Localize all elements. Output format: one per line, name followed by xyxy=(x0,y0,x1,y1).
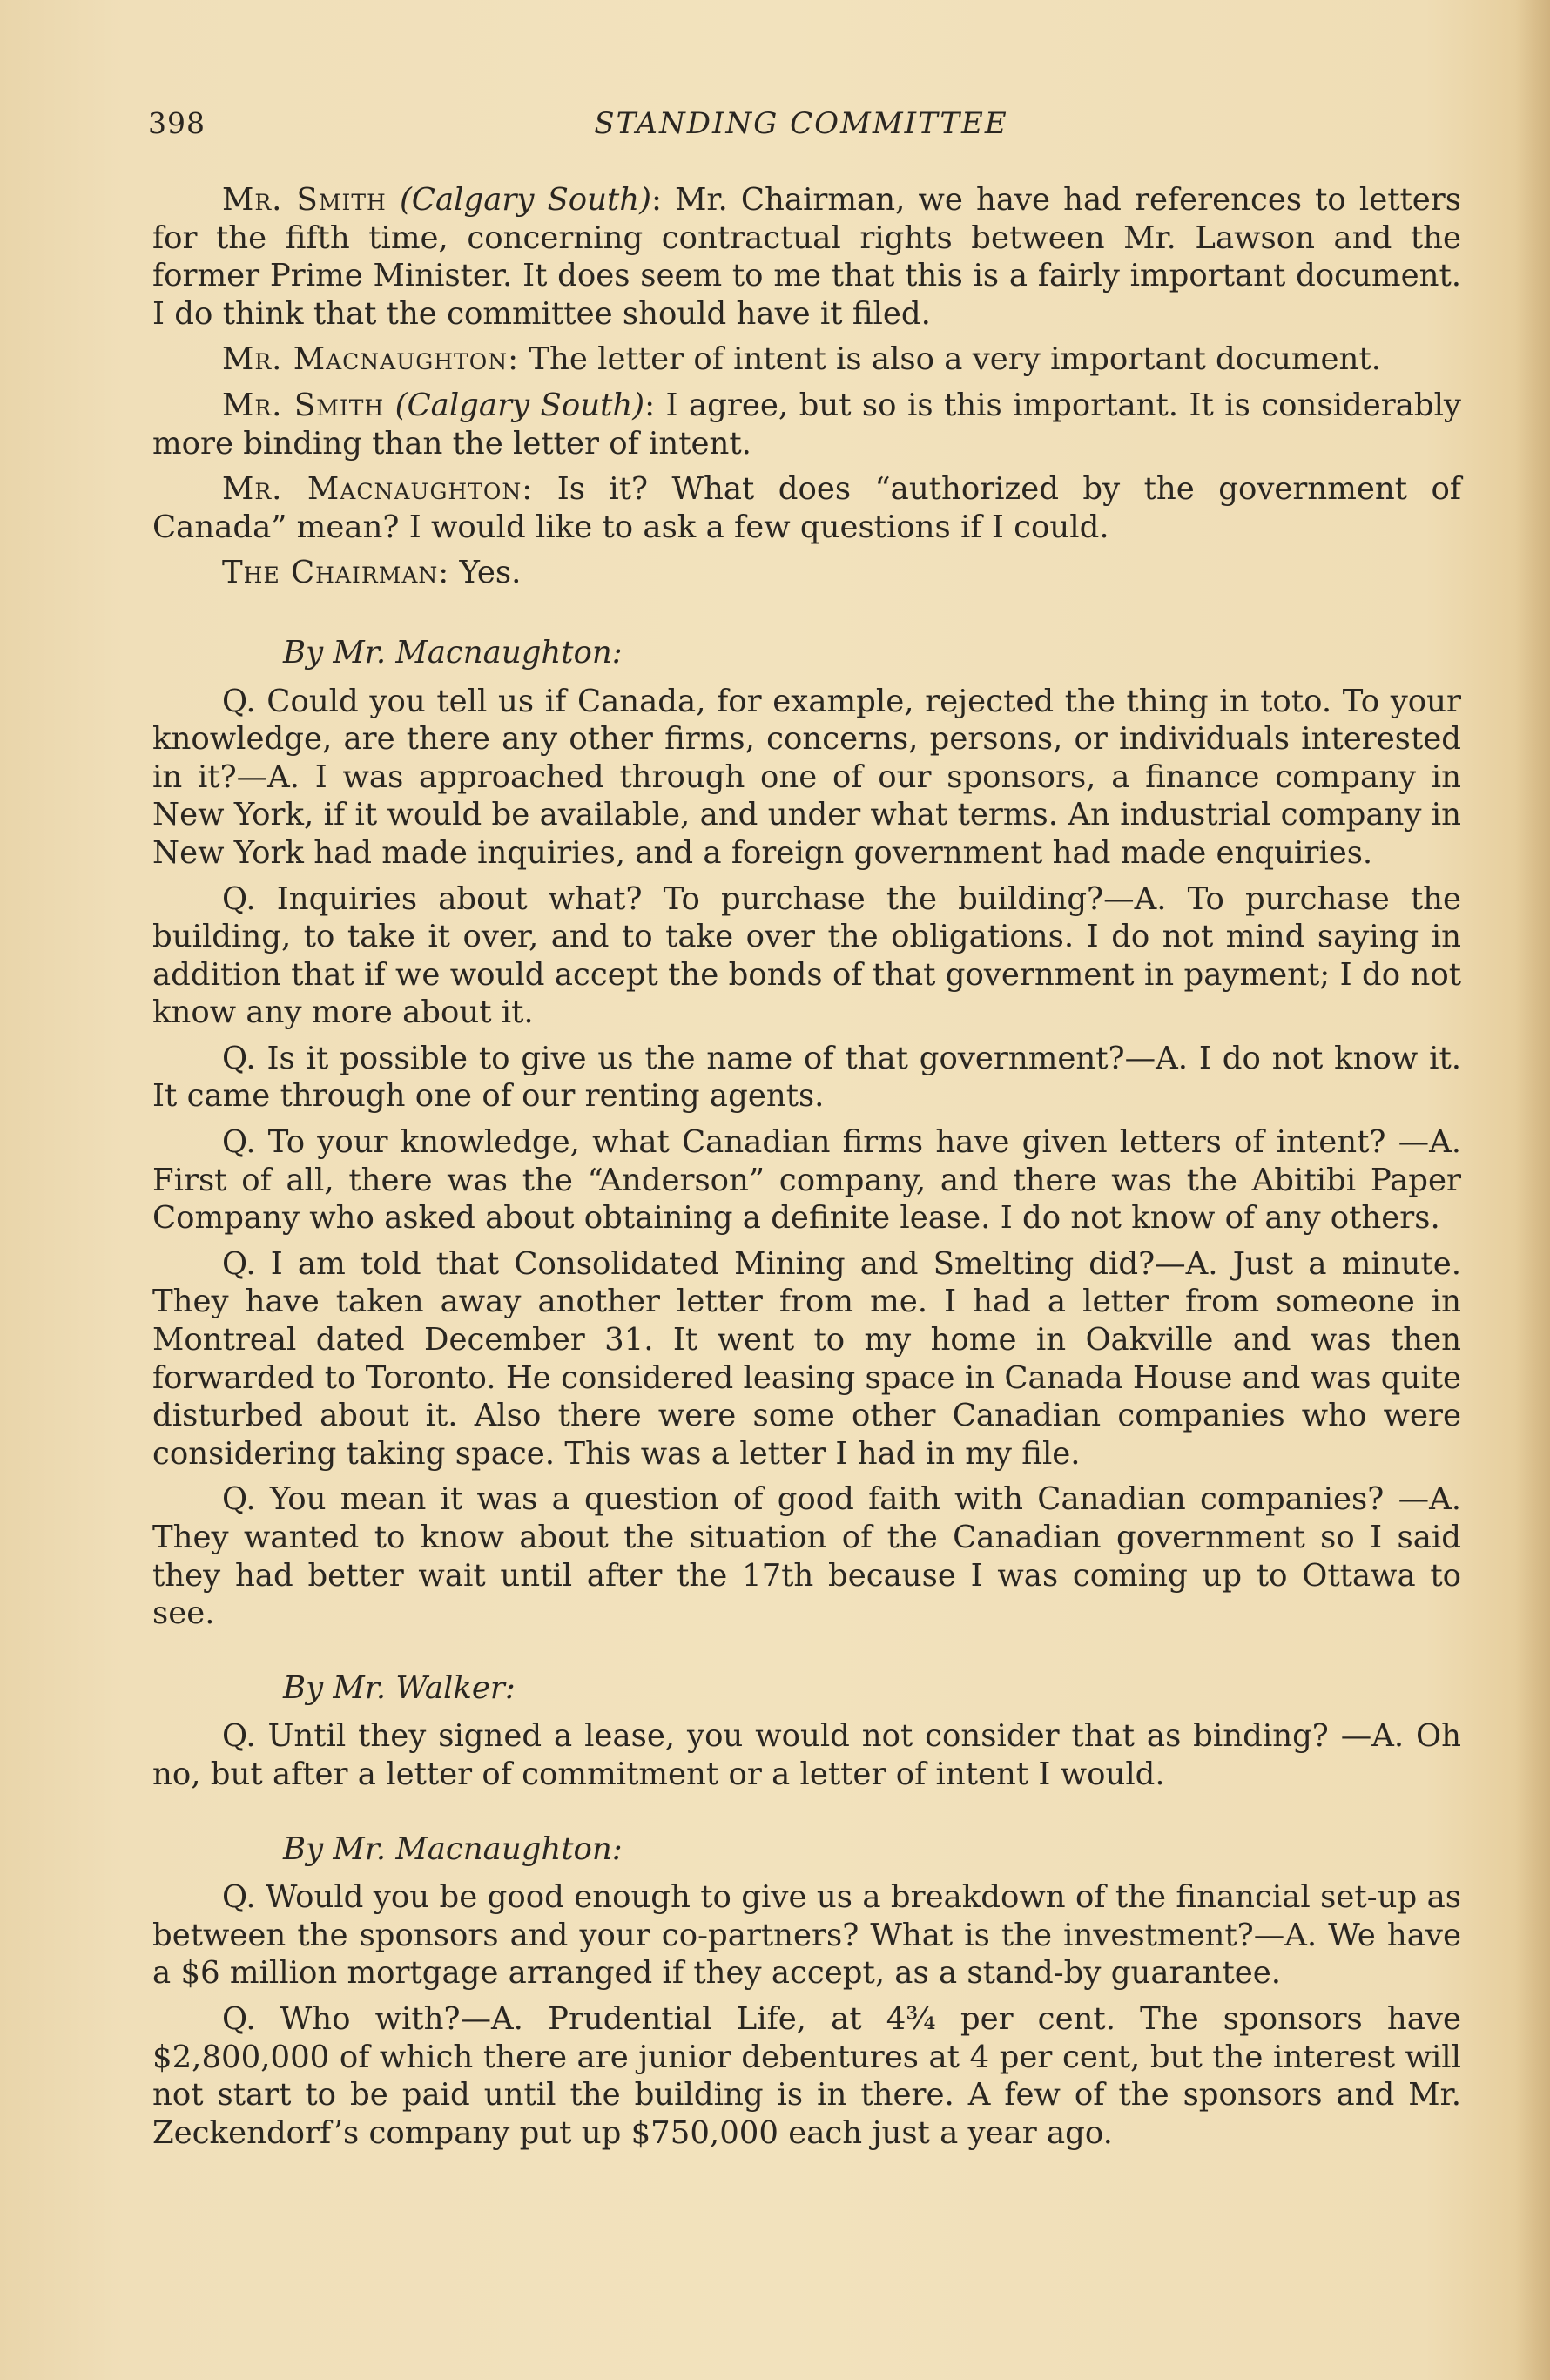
speaker-entry xyxy=(152,340,1461,379)
qa-paragraph: Q. Until they signed a lease, you would not consider that as binding? —A. Oh no, but after a letter of commitment or a letter of intent I would. xyxy=(152,1718,1461,1792)
speaker-qualifier: (Calgary South) xyxy=(394,387,645,423)
qa-paragraph: Q. Is it possible to give us the name of that government?—A. I do not know it. It came through one of our renting agents. xyxy=(152,1040,1461,1115)
qa-paragraph: Q. Would you be good enough to give us a breakdown of the financial set-up as between the sponsors and your co-partners? What is the investment?—A. We have a $6 million mortgage arranged if they accept, as a stand-by guarantee. xyxy=(152,1879,1461,1992)
speech-text: : Mr. Chairman, we have had references to letters for the fifth time, concerning contractual rights between Mr. Lawson and the former Prime Minister. It does seem to me that this is a fairly important document. I do think that the committee should have it filed. xyxy=(152,182,1461,332)
speaker-name: Mr. Macnaughton: xyxy=(222,341,520,378)
qa-paragraph: Q. You mean it was a question of good faith with Canadian companies? —A. They wanted to know about the situation of the Canadian government so I said they had better wait until after the 17th because I was coming up to Ottawa to see. xyxy=(152,1481,1461,1632)
qa-paragraph: Q. Who with?—A. Prudential Life, at 4¾ per cent. The sponsors have $2,800,000 of which there are junior debentures at 4 per cent, but the interest will not start to be paid until the building is in there. A few of the sponsors and Mr. Zeckendorf’s company put up $750,000 each just a year ago. xyxy=(152,2000,1461,2151)
speaker-name: Mr. Macnaughton: xyxy=(222,471,534,508)
speech-text: Yes. xyxy=(449,555,522,591)
speech-text: Is it? What does “authorized by the government of Canada” mean? I would like to ask a few questions if I could. xyxy=(152,471,1461,545)
examiner-heading: By Mr. Macnaughton: xyxy=(283,1831,623,1867)
examiner-heading: By Mr. Walker: xyxy=(283,1669,516,1706)
speaker-entry xyxy=(152,470,1461,546)
speech-text: The letter of intent is also a very important document. xyxy=(519,341,1381,378)
speaker-entry xyxy=(152,181,1461,333)
speaker-name: The Chairman: xyxy=(222,555,450,591)
examiner-heading: By Mr. Macnaughton: xyxy=(283,634,623,671)
running-head xyxy=(148,106,1454,150)
speaker-entry xyxy=(152,554,1461,592)
speaker-entry xyxy=(152,387,1461,462)
speaker-name: Mr. Smith xyxy=(222,387,385,423)
qa-paragraph: Q. I am told that Consolidated Mining and Smelting did?—A. Just a minute. They have taken away another letter from me. I had a letter from someone in Montreal dated December 31. It went to my home in Oakville and was then forwarded to Toronto. He considered leasing space in Canada House and was quite disturbed about it. Also there were some other Canadian companies who were considering taking space. This was a letter I had in my file. xyxy=(152,1245,1461,1472)
qa-paragraph: Q. To your knowledge, what Canadian firms have given letters of intent? —A. First of all, there was the “Anderson” company, and there was the Abitibi Paper Company who asked about obtaining a definite lease. I do not know of any others. xyxy=(152,1124,1461,1237)
speech-text: : I agree, but so is this important. It is considerably more binding than the letter of intent. xyxy=(152,387,1461,462)
page-edge-shadow xyxy=(1515,0,1550,2380)
speaker-name: Mr. Smith xyxy=(222,182,387,218)
page-header-title: STANDING COMMITTEE xyxy=(594,106,1008,141)
qa-paragraph: Q. Inquiries about what? To purchase the building?—A. To purchase the building, to take it over, and to take over the obligations. I do not mind saying in addition that if we would accept the bonds of that government in payment; I do not know any more about it. xyxy=(152,880,1461,1031)
qa-paragraph: Q. Could you tell us if Canada, for example, rejected the thing in toto. To your knowledge, are there any other firms, concerns, persons, or individuals interested in it?—A. I was approached through one of our sponsors, a finance company in New York, if it would be available, and under what terms. An industrial company in New York had made inquiries, and a foreign government had made enquiries. xyxy=(152,683,1461,871)
speaker-qualifier: (Calgary South) xyxy=(399,182,652,218)
page-number: 398 xyxy=(148,106,206,140)
document-body xyxy=(152,181,1461,2160)
